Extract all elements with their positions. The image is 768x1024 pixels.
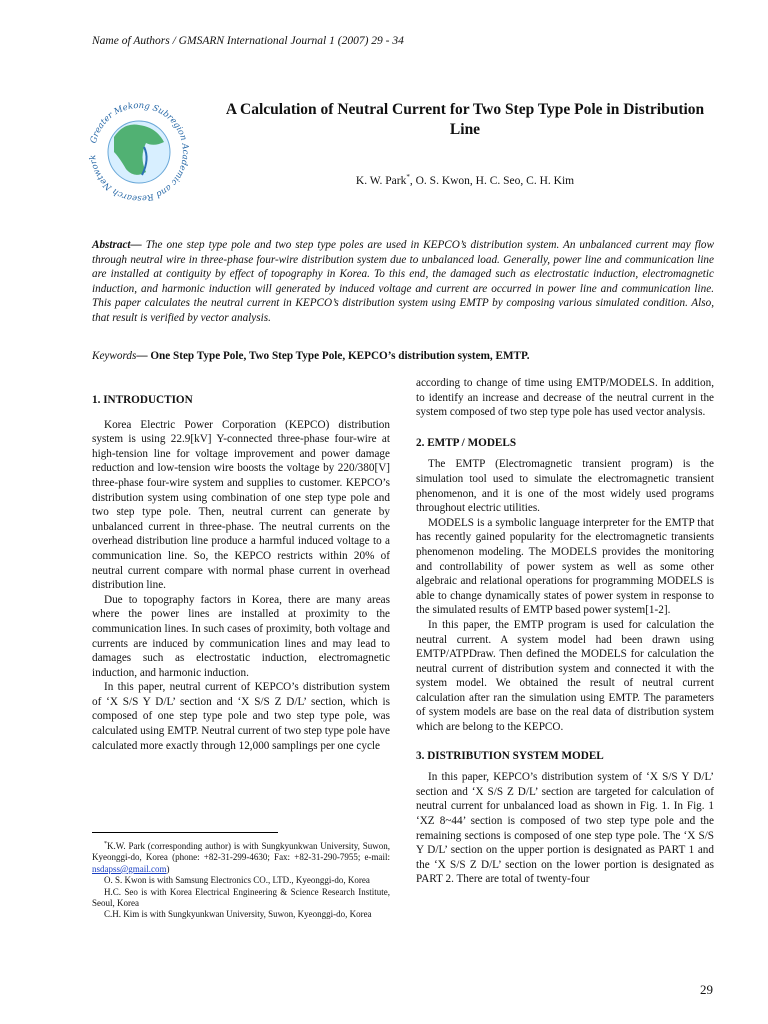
emtp-paragraph-1: The EMTP (Electromagnetic transient program) is the simulation tool used to simulate the electromagnetic transient phenomenon, and it is one of the most widely used programs throughout electric utilities. [416,458,714,515]
keywords-label: Keywords [92,350,137,362]
emtp-paragraph-2: MODELS is a symbolic language interpreter for the EMTP that has recently gained popularity for the electromagnetic transients phenomenon modeling. The MODELS provides the monitoring and controllability of power system as well as some other algebraic and relational operations for programming MODELS is able to change dynamically states of power system in response to the simulated results of EMTP based power system[1-2]. [416,516,714,617]
running-head: Name of Authors / GMSARN International Journal 1 (2007) 29 - 34 [92,35,404,47]
paper-title: A Calculation of Neutral Current for Two Step Type Pole in Distribution Line [225,101,705,138]
gmsarn-logo [84,97,194,207]
abstract-label: Abstract— [92,239,142,251]
abstract [92,238,714,326]
footnote-4: C.H. Kim is with Sungkyunkwan University, Suwon, Kyeonggi-do, Korea [104,909,372,920]
keywords-text: — One Step Type Pole, Two Step Type Pole, KEPCO’s distribution system, EMTP. [136,350,530,362]
model-paragraph-1: In this paper, KEPCO’s distribution system of ‘X S/S Y D/L’ section and ‘X S/S Z D/L’ section are targeted for calculation of neutral current for unbalanced load as shown in Fig. 1. In Fig. 1 ‘XZ 8~44’ section is composed of two step type pole and the remaining sections is composed of one step type pole. The ‘X S/S Y D/L’ section on the upper portion is designated as PART 1 and the ‘X S/S Z D/L’ section on the lower portion is designated as PART 2. There are total of twenty-four [416,771,714,886]
author-rest: , O. S. Kwon, H. C. Seo, C. H. Kim [409,174,575,187]
footnote-1: *K.W. Park (corresponding author) is with Sungkyunkwan University, Suwon, Kyeonggi-do, Korea (phone: +82-31-299-4630; Fax: +82-31-290-7955; e-mail: nsdapss@gmail.com) [92,841,390,874]
intro-paragraph-2: Due to topography factors in Korea, there are many areas where the power lines are installed at proximity to the communication lines. In such cases of proximity, both voltage and currents are induced by communication lines and may lead to damages such as electrostatic induction, electromagnetic induction, and harmonic induction. [92,593,390,679]
right-column [416,376,714,887]
logo-ring-text: Greater Mekong Subregion Academic and Research Network [88,100,191,204]
footnote-separator [92,832,278,833]
email-link[interactable]: nsdapss@gmail.com [92,863,167,874]
section-3-heading: 3. DISTRIBUTION SYSTEM MODEL [416,749,604,762]
abstract-text: The one step type pole and two step type poles are used in KEPCO’s distribution system. An unbalanced current may flow through neutral wire in three-phase four-wire distribution system due to unbalanced load. Generally, power line and communication line are installed at contiguity by effect of topography in Korea. To this end, the damaged such as electrostatic induction, electromagnetic induction, and harmonic induction will generated by induced voltage and current are occurred in power line and communication line. This paper calculates the neutral current in KEPCO’s distribution system using EMTP by composing various simulated condition. Also, that result is verified by vector analysis. [92,239,714,324]
keywords [92,350,714,362]
author-mark: * [406,173,410,181]
intro-paragraph-3: In this paper, neutral current of KEPCO’s distribution system of ‘X S/S Y D/L’ section and ‘X S/S Z D/L’ section, which is composed of one step type pole and two step type pole, was calculated using EMTP. Neutral current of two step type pole have calculated more exactly through 12,000 samplings per one cycle [92,681,390,752]
page-number: 29 [700,982,713,997]
left-column [92,393,390,753]
intro-paragraph-1: Korea Electric Power Corporation (KEPCO) distribution system is using 22.9[kV] Y-connected three-phase four-wire at high-tension line for voltage improvement and power damage reduction and low-tension wire boosts the voltage by 220/380[V] three-phase four-wire system and supplies to customer. KEPCO’s distribution system using combination of one step type pole and two step type pole. Then, neutral current can generate by unbalanced current in three-phase. The neutral currents on the overhead distribution line produce a harmful induced voltage to a communication line. So, the KEPCO restricts within 20% of neutral current compare with normal phase current in overhead distribution line. [92,418,390,592]
intro-continuation: according to change of time using EMTP/MODELS. In addition, to identify an increase and decrease of the neutral current in the system composed of two step type pole has used vector analysis. [416,377,714,419]
section-1-heading: 1. INTRODUCTION [92,394,193,406]
section-2-heading: 2. EMTP / MODELS [416,436,517,449]
emtp-paragraph-3: In this paper, the EMTP program is used for calculation the neutral current. A system model had been drawn using EMTP/ATPDraw. Then defined the MODELS for calculation the neutral current of distribution system and connected it with the system model. We obtained the result of neutral current calculation after ran the simulation using EMTP. The parameters of system models are base on the real data of distribution system which are belong to the KEPCO. [416,618,714,734]
author-list [215,173,715,187]
footnotes [92,839,390,921]
footnote-2: O. S. Kwon is with Samsung Electronics CO., LTD., Kyeonggi-do, Korea [104,875,370,886]
author-first: K. W. Park [355,174,407,187]
footnote-3: H.C. Seo is with Korea Electrical Engineering & Science Research Institute, Seoul, Korea [92,886,390,909]
